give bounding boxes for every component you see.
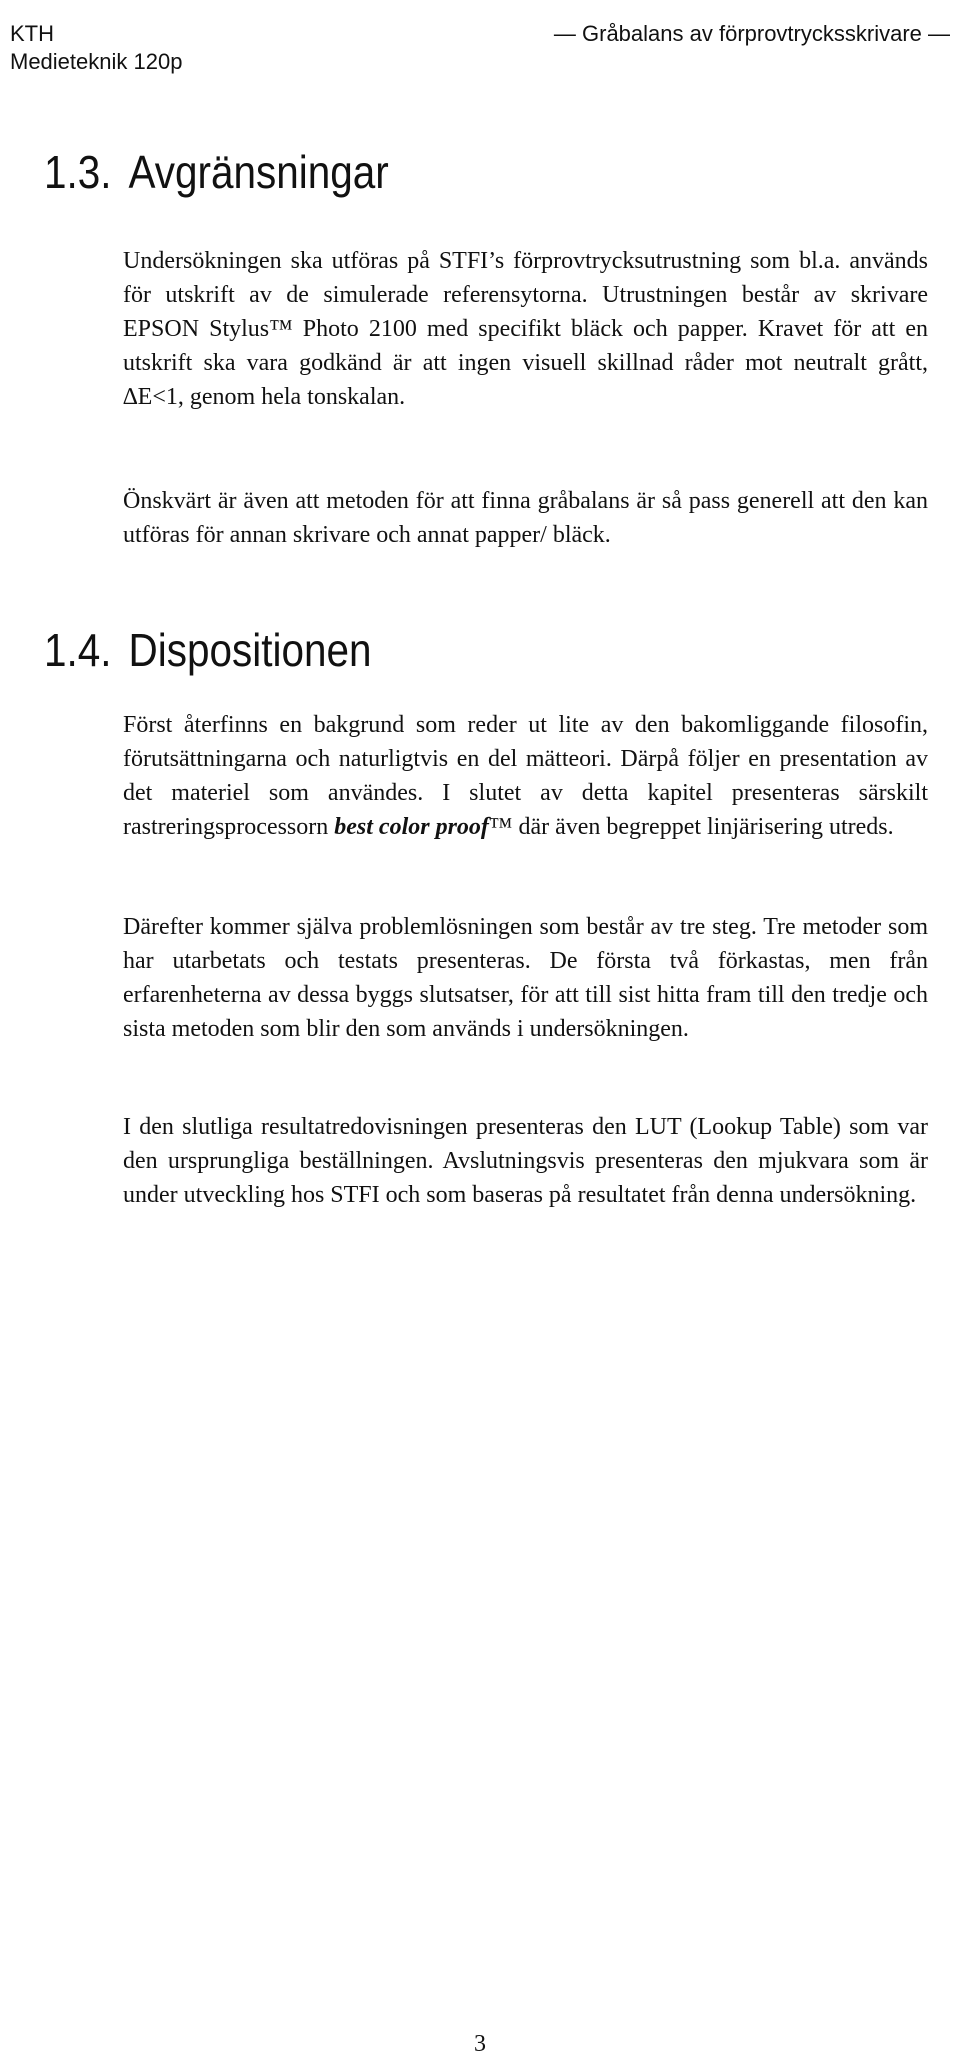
header-left (10, 20, 182, 76)
paragraph (123, 708, 928, 844)
paragraph: Undersökningen ska utföras på STFI’s förprovtrycksutrustning som bl.a. används för utskrift av de simulerade referensytorna. Utrustningen består av skrivare EPSON Stylus™ Photo 2100 med specifikt bläck och papper. Kravet för att en utskrift ska vara godkänd är att ingen visuell skillnad råder mot neutralt grått, ∆E<1, genom hela tonskalan. (123, 248, 928, 410)
paragraph: Därefter kommer själva problemlösningen som består av tre steg. Tre metoder som har utarbetats och testats presenteras. De första två förkastas, men från erfarenheterna av dessa byggs slutsatser, för att till sist hitta fram till den tredje och sista metoden som blir den som används i undersökningen. (123, 914, 928, 1042)
paragraph-text: ™ där även begreppet linjärisering utreds. (488, 814, 894, 840)
section-number: 1.4. (44, 624, 112, 676)
paragraph: I den slutliga resultatredovisningen presenteras den LUT (Lookup Table) som var den ursprungliga beställningen. Avslutningsvis presenteras den mjukvara som är under utveckling hos STFI och som baseras på resultatet från denna undersökning. (123, 1114, 928, 1208)
paragraph: Önskvärt är även att metoden för att finna gråbalans är så pass generell att den kan utföras för annan skrivare och annat papper/ bläck. (123, 488, 928, 548)
header-program: Medieteknik 120p (10, 49, 183, 74)
header-document-title: — Gråbalans av förprovtrycksskrivare — (553, 21, 950, 46)
section-title: Avgränsningar (128, 146, 389, 198)
section-number: 1.3. (44, 146, 112, 198)
page-number: 3 (474, 2031, 486, 2057)
section-heading-dispositionen (44, 622, 372, 678)
section-heading-avgransningar (44, 144, 389, 200)
product-name: best color proof (334, 814, 489, 840)
paragraph-text: Först återfinns en bakgrund som reder ut lite av den bakomliggande filosofin, förutsättningarna och naturligtvis en del mätteori. Därpå följer en presentation av det materiel som användes. I slutet av detta kapitel presenteras särskilt rastreringsprocessorn (123, 712, 928, 840)
section-title: Dispositionen (128, 624, 372, 676)
header-institution: KTH (10, 21, 54, 46)
